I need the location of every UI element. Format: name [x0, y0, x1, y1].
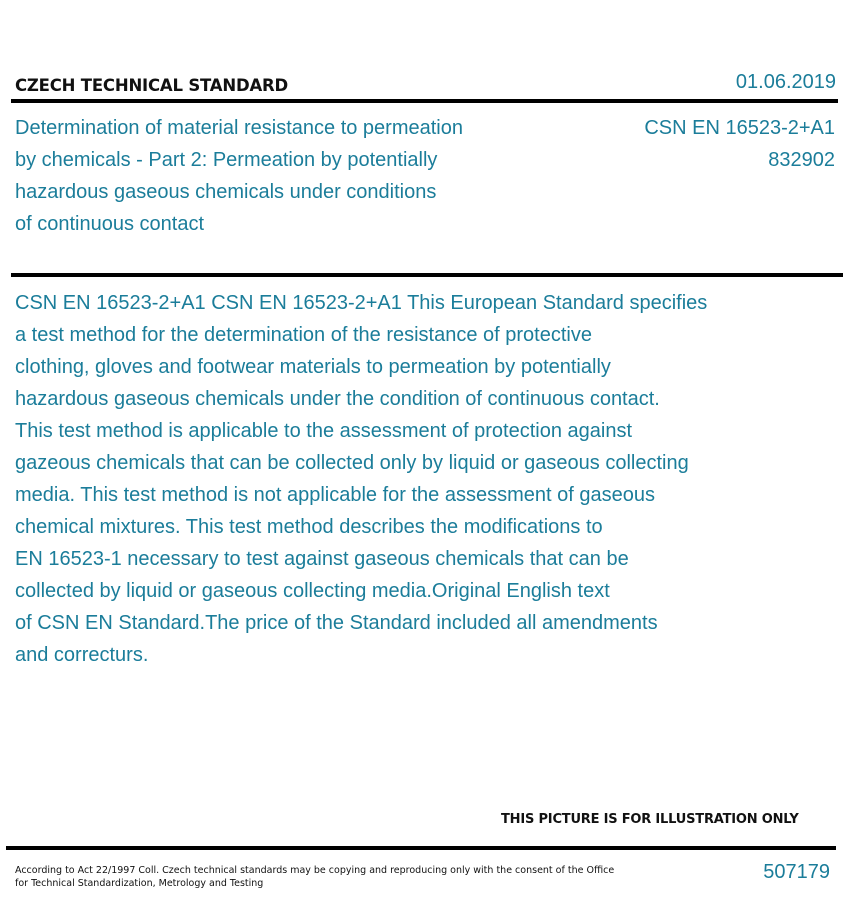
standard-abstract: CSN EN 16523-2+A1 CSN EN 16523-2+A1 This European Standard specifies a test method for the determination of the resistance of protective clothing, gloves and footwear materials to permeation by potentially hazardous gaseous chemicals under the condition of continuous contact. This test method is applicable to the assessment of protection against gazeous chemicals that can be collected only by liquid or gaseous collecting media. This test method is not applicable for the assessment of gaseous chemical mixtures. This test method describes the modifications to EN 16523-1 necessary to test against gaseous chemicals that can be collected by liquid or gaseous collecting media.Original English text of CSN EN Standard.The price of the Standard included all amendments and correcturs. [15, 292, 708, 666]
standard-title: Determination of material resistance to permeation by chemicals - Part 2: Permeation by potentially hazardous gaseous chemicals under conditions of continuous contact [15, 117, 463, 235]
publication-date: 01.06.2019 [735, 71, 836, 93]
standard-code: CSN EN 16523-2+A1 [644, 117, 835, 139]
document-type-label: CZECH TECHNICAL STANDARD [15, 76, 289, 95]
header-divider [11, 99, 838, 103]
illustration-note: THIS PICTURE IS FOR ILLUSTRATION ONLY [501, 812, 799, 827]
title-divider [11, 273, 843, 277]
legal-notice: According to Act 22/1997 Coll. Czech technical standards may be copying and reproducing only with the consent of the Office for Technical Standardization, Metrology and Testing [15, 865, 615, 889]
standard-identifier [644, 112, 835, 176]
document-number: 507179 [763, 861, 830, 883]
footer-divider [6, 846, 836, 850]
class-number: 832902 [768, 149, 835, 171]
